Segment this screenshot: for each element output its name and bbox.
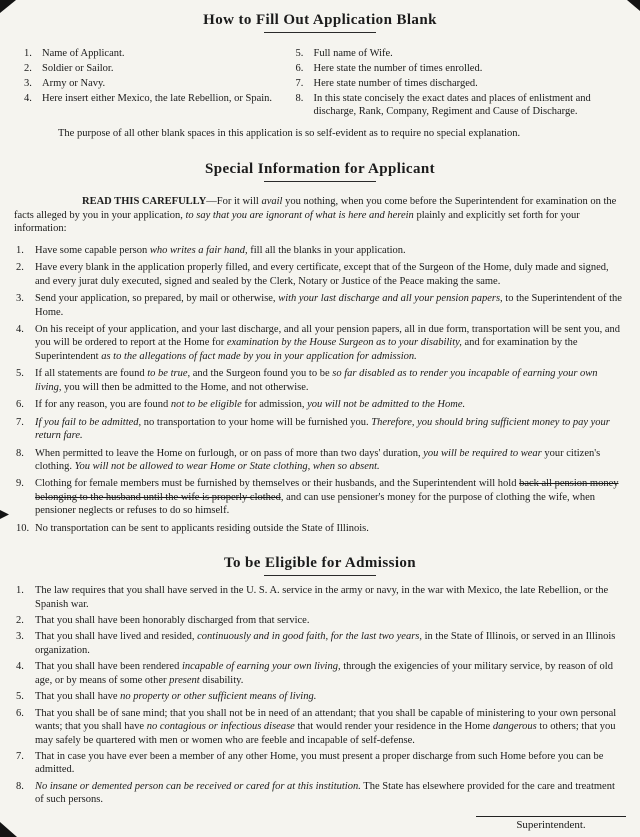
fill-list-right (296, 47, 626, 120)
text-segment: If for any reason, you are found (35, 399, 171, 411)
list-item (296, 62, 624, 76)
special-instructions-list (14, 244, 626, 535)
list-item-number: 7. (16, 750, 24, 762)
text-segment: who writes a fair hand, (149, 244, 248, 256)
text-segment: with your last discharge and all your pension papers, (278, 293, 503, 305)
list-item (14, 367, 626, 394)
list-item-number: 3. (16, 293, 24, 305)
text-segment: When permitted to leave the Home on furlough, or on pass of more than two days' duration, (35, 447, 424, 459)
special-intro (14, 195, 626, 236)
scan-corner-mark-bottom-left (0, 822, 17, 837)
list-item (296, 47, 624, 61)
list-item (24, 92, 288, 106)
list-item-number: 9. (16, 478, 24, 490)
text-segment: you will not be admitted to the Home. (307, 399, 466, 411)
fill-list-left (14, 47, 296, 120)
text-segment: to the Superintendent of the Home. (35, 293, 622, 318)
list-item-number: 3. (16, 631, 24, 643)
list-item-number: 8. (16, 447, 24, 459)
list-item-number: 4. (16, 661, 24, 673)
list-item-text (35, 522, 626, 535)
text-segment: That you shall have (35, 691, 121, 703)
title-rule-3 (264, 575, 376, 576)
text-segment: No transportation can be sent to applicants residing outside the State of Illinois. (35, 522, 369, 534)
text-segment: —For it will (206, 195, 262, 207)
text-segment: present (169, 674, 200, 686)
list-item (14, 614, 626, 627)
list-item-number: 8. (295, 92, 304, 104)
signature-block (476, 816, 626, 831)
list-item-text: Full name of Wife. (313, 48, 393, 59)
list-item-number: 5. (16, 368, 24, 380)
list-item (24, 77, 288, 91)
list-item-text (35, 477, 626, 517)
list-item (14, 416, 626, 443)
list-item (24, 62, 288, 76)
list-item (14, 750, 626, 777)
text-segment: your citizen's clothing. (35, 447, 601, 472)
list-item-number: 1. (16, 585, 24, 597)
signature-line (476, 816, 626, 817)
text-segment: back all pension money belonging to the husband until the wife is properly clothed (35, 478, 619, 503)
list-item (14, 584, 626, 611)
list-item-number: 5. (16, 691, 24, 703)
list-item (24, 47, 288, 61)
text-segment: Therefore, you should bring sufficient money to pay your return fare. (35, 416, 610, 442)
list-item (14, 323, 626, 363)
list-item-text (35, 292, 626, 319)
list-item-number: 4. (24, 92, 32, 104)
text-segment: you will be required to wear (423, 447, 542, 459)
text-segment: dangerous (492, 721, 537, 733)
list-item-number: 4. (16, 324, 24, 336)
list-item-text (35, 707, 626, 747)
section-title-eligible: To be Eligible for Admission (223, 555, 417, 572)
list-item (14, 630, 626, 657)
list-item (14, 707, 626, 747)
list-item-text: Here state number of times discharged. (313, 77, 478, 89)
text-segment: The State has elsewhere provided for the care and treatment of such persons. (35, 780, 615, 806)
list-item (14, 398, 626, 411)
list-item (14, 780, 626, 807)
text-segment: The law requires that you shall have served in the U. S. A. service in the army or navy, in the war with Mexico, the late Rebellion, or the Spanish war. (35, 585, 609, 610)
text-segment: continuously and in good faith, for the last two years, (197, 631, 422, 643)
text-segment: to say that you are ignorant of what is here and herein (185, 209, 414, 221)
title-rule-1 (264, 32, 376, 33)
list-item-text (35, 780, 626, 807)
text-segment: and for examination by the Superintendent (35, 337, 578, 362)
list-item-number: 5. (295, 48, 304, 59)
text-segment: That you shall be of sane mind; that you shall not be in need of an attendant; that you shall be capable of ministering to your own personal wants; that you shall have (35, 707, 617, 733)
list-item-text (35, 447, 626, 474)
text-segment: to others; that you may safely be quartered with men or women who are feeble and incapable of self-defense. (35, 721, 616, 746)
list-item-number: 1. (24, 48, 32, 59)
text-segment: plainly and explicitly set forth for your information: (14, 209, 580, 235)
text-segment: through the exigencies of your military service, by reason of old age, or by means of some other (35, 661, 613, 686)
list-item-text: Soldier or Sailor. (42, 62, 114, 74)
list-item-number: 8. (16, 780, 24, 792)
text-segment: you will then be admitted to the Home, and not otherwise. (61, 381, 309, 393)
text-segment: fill all the blanks in your application. (247, 244, 406, 256)
list-item-text (35, 690, 626, 703)
list-item-number: 7. (16, 416, 24, 428)
list-item (14, 660, 626, 687)
list-item-text (35, 630, 626, 657)
list-item-text: Name of Applicant. (42, 48, 125, 59)
list-item-text: Here state the number of times enrolled. (313, 62, 483, 74)
list-item (14, 447, 626, 474)
list-item-text (35, 416, 626, 443)
text-segment: so far disabled as to render you incapable of earning your own living, (35, 368, 598, 393)
list-item-number: 6. (295, 62, 304, 74)
title-rule-2 (264, 181, 376, 182)
list-item-text (35, 614, 626, 627)
list-item-text (35, 261, 626, 288)
list-item (14, 477, 626, 517)
text-segment: That you shall have been honorably discharged from that service. (35, 615, 310, 627)
text-segment: That you shall have lived and resided, (35, 631, 198, 643)
text-segment: READ THIS CAREFULLY (82, 195, 207, 207)
text-segment: examination by the House Surgeon as to your disability, (226, 337, 462, 349)
text-segment: as to the allegations of fact made by you in your application for admission. (101, 350, 417, 362)
list-item-number: 6. (16, 707, 24, 719)
list-item-text (35, 750, 626, 777)
text-segment: , and can use pensioner's money for the purpose of clothing the wife, when pensioner neglects or refuses to do so himself. (35, 491, 596, 517)
scan-corner-mark-top-left (0, 0, 16, 13)
list-item-number: 10. (16, 522, 30, 534)
list-item (14, 690, 626, 703)
list-item (14, 522, 626, 535)
signature-label: Superintendent. (516, 819, 586, 831)
text-segment: If all statements are found (35, 368, 148, 380)
list-item-number: 3. (24, 77, 32, 89)
text-segment: that would render your residence in the Home (294, 721, 493, 733)
list-item-text (35, 323, 626, 363)
list-item-text (35, 367, 626, 394)
list-item-number: 2. (24, 62, 32, 74)
text-segment: disability. (199, 674, 244, 686)
list-item-text (35, 660, 626, 687)
list-item (14, 292, 626, 319)
text-segment: That you shall have been rendered (35, 661, 182, 673)
text-segment: No insane or demented person can be received or cared for at this institution. (35, 780, 361, 792)
text-segment: That in case you have ever been a member of any other Home, you must present a proper discharge from such Home before you can be admitted. (35, 750, 604, 776)
text-segment: Clothing for female members must be furnished by themselves or their husbands, and the Superintendent will hold (35, 478, 520, 490)
text-segment: no transportation to your home will be furnished you. (141, 416, 372, 428)
text-segment: no property or other sufficient means of living. (120, 691, 317, 703)
list-item-text: In this state concisely the exact dates and places of enlistment and discharge, Rank, Company, Regiment and Cause of Discharge. (313, 92, 591, 118)
text-segment: Have every blank in the application properly filled, and every certificate, except that of the Surgeon of the Home, duly made and signed, and every jurat duly executed, signed and sealed by the Clerk, Notary or Justice of the Peace making the same. (35, 262, 609, 287)
eligibility-list (14, 584, 626, 807)
text-segment: and the Surgeon found you to be (190, 368, 333, 380)
list-item-text (35, 244, 626, 257)
list-item-number: 7. (295, 77, 304, 89)
text-segment: no contagious or infectious disease (146, 721, 295, 733)
scan-corner-mark-top-right (627, 0, 640, 11)
text-segment: in the State of Illinois, or served in an Illinois organization. (35, 631, 616, 656)
text-segment: Send your application, so prepared, by mail or otherwise, (35, 293, 279, 305)
list-item (14, 261, 626, 288)
text-segment: On his receipt of your application, and your last discharge, and all your pension papers, all in due form, transportation will be sent you, and you will be ordered to report at the Home for (35, 324, 621, 349)
text-segment: not to be eligible (170, 399, 242, 411)
list-item-number: 6. (16, 399, 24, 411)
fill-note: The purpose of all other blank spaces in this application is so self-evident as to require no special explanation. (58, 128, 521, 140)
list-item-text (35, 584, 626, 611)
text-segment: avail (261, 195, 283, 207)
text-segment: Have some capable person (35, 244, 150, 256)
list-item-number: 2. (16, 615, 24, 627)
text-segment: You will not be allowed to wear Home or State clothing, when so absent. (74, 460, 380, 472)
list-item-text: Army or Navy. (42, 77, 106, 89)
text-segment: If you fail to be admitted, (35, 416, 142, 428)
scan-edge-mark (0, 510, 9, 519)
list-item (296, 92, 624, 120)
text-segment: for admission, (241, 399, 308, 411)
list-item-text: Here insert either Mexico, the late Rebellion, or Spain. (42, 92, 273, 104)
list-item-number: 1. (16, 244, 24, 256)
list-item (296, 77, 624, 91)
text-segment: incapable of earning your own living, (181, 661, 341, 673)
list-item-number: 2. (16, 262, 24, 274)
text-segment: you nothing, when you come before the Superintendent for examination on the facts alleged by you in your application, (14, 195, 617, 221)
section-title-special-info: Special Information for Applicant (204, 160, 436, 177)
list-item-text (35, 398, 626, 411)
text-segment: to be true, (147, 368, 191, 380)
list-item (14, 244, 626, 257)
section-title-how-to-fill: How to Fill Out Application Blank (203, 12, 437, 28)
fill-instructions-columns (14, 47, 626, 120)
